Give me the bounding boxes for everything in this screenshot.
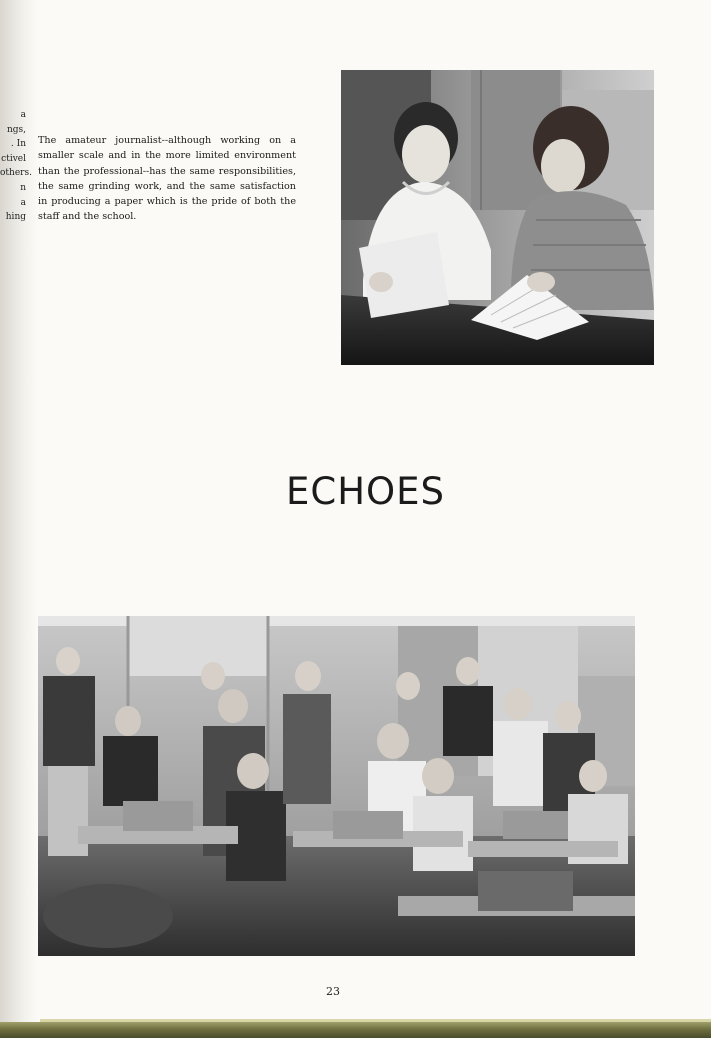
gutter-line: a	[20, 197, 26, 208]
gutter-line: . In	[10, 139, 26, 150]
gutter-line: a	[20, 110, 26, 120]
book-cover-edge	[0, 1022, 711, 1038]
staff-photo-bottom	[38, 616, 635, 956]
gutter-line: ctivel	[1, 153, 26, 164]
gutter-line: hing	[5, 212, 26, 223]
gutter-line: others.	[0, 168, 32, 179]
intro-paragraph: The amateur journalist--although working on a smaller scale and in the more limited environment than the professional--has the same responsibilities, the same grinding work, and the same satisfaction in producing a paper which is the pride of both the staff and the school.	[38, 135, 296, 223]
facing-page-text-fragments	[0, 108, 32, 225]
section-title: ECHOES	[285, 470, 446, 513]
page-number: 23	[326, 985, 340, 998]
staff-photo-top	[341, 70, 654, 365]
gutter-line: ngs,	[6, 124, 26, 135]
gutter-line: n	[20, 182, 26, 193]
